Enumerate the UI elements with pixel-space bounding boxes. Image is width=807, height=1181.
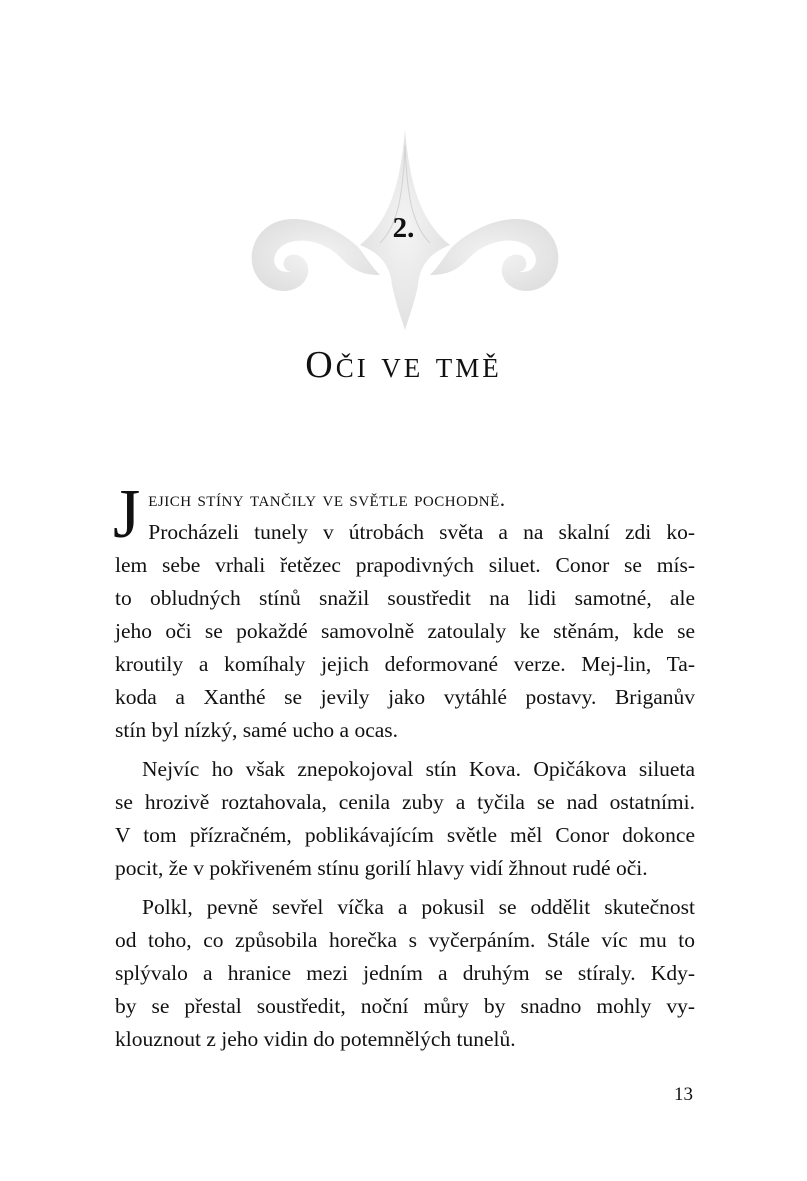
- text-line: jeho oči se pokaždé samovolně zatoulaly ke stěnám, kde se: [115, 619, 695, 643]
- text-line: Polkl, pevně sevřel víčka a pokusil se oddělit skutečnost: [142, 895, 695, 919]
- paragraph-1: [113, 476, 695, 747]
- chapter-title: Oči ve tmě: [305, 344, 502, 386]
- text-line: splývalo a hranice mezi jedním a druhým se stíraly. Kdy-: [115, 961, 695, 985]
- body-text: [113, 476, 695, 1062]
- text-line: kroutily a komíhaly jejich deformované verze. Mej-lin, Ta-: [115, 652, 695, 676]
- chapter-number: 2.: [392, 212, 415, 244]
- text-line: klouznout z jeho vidin do potemnělých tunelů.: [115, 1027, 516, 1051]
- text-line: lem sebe vrhali řetězec prapodivných siluet. Conor se mís-: [115, 553, 695, 577]
- page-number: 13: [674, 1084, 693, 1105]
- text-line: Procházeli tunely v útrobách světa a na skalní zdi ko-: [148, 520, 695, 544]
- drop-cap: J: [113, 476, 141, 553]
- text-line: to obludných stínů snažil soustředit na lidi samotné, ale: [115, 586, 695, 610]
- text-line: pocit, že v pokřiveném stínu gorilí hlavy vidí žhnout rudé oči.: [115, 856, 648, 880]
- paragraph-2: [115, 753, 695, 885]
- text-line: se hrozivě roztahovala, cenila zuby a tyčila se nad ostatními.: [115, 790, 695, 814]
- text-line: od toho, co způsobila horečka s vyčerpáním. Stále víc mu to: [115, 928, 695, 952]
- text-line: stín byl nízký, samé ucho a ocas.: [115, 718, 399, 742]
- text-line: by se přestal soustředit, noční můry by snadno mohly vy-: [115, 994, 695, 1018]
- paragraph-3: [115, 891, 695, 1056]
- text-line: V tom přízračném, poblikávajícím světle měl Conor dokonce: [115, 823, 695, 847]
- lead-in-text: ejich stíny tančily ve světle pochodně.: [148, 487, 506, 511]
- text-line: Nejvíc ho však znepokojoval stín Kova. Opičákova silueta: [142, 757, 695, 781]
- text-line: koda a Xanthé se jevily jako vytáhlé postavy. Briganův: [115, 685, 695, 709]
